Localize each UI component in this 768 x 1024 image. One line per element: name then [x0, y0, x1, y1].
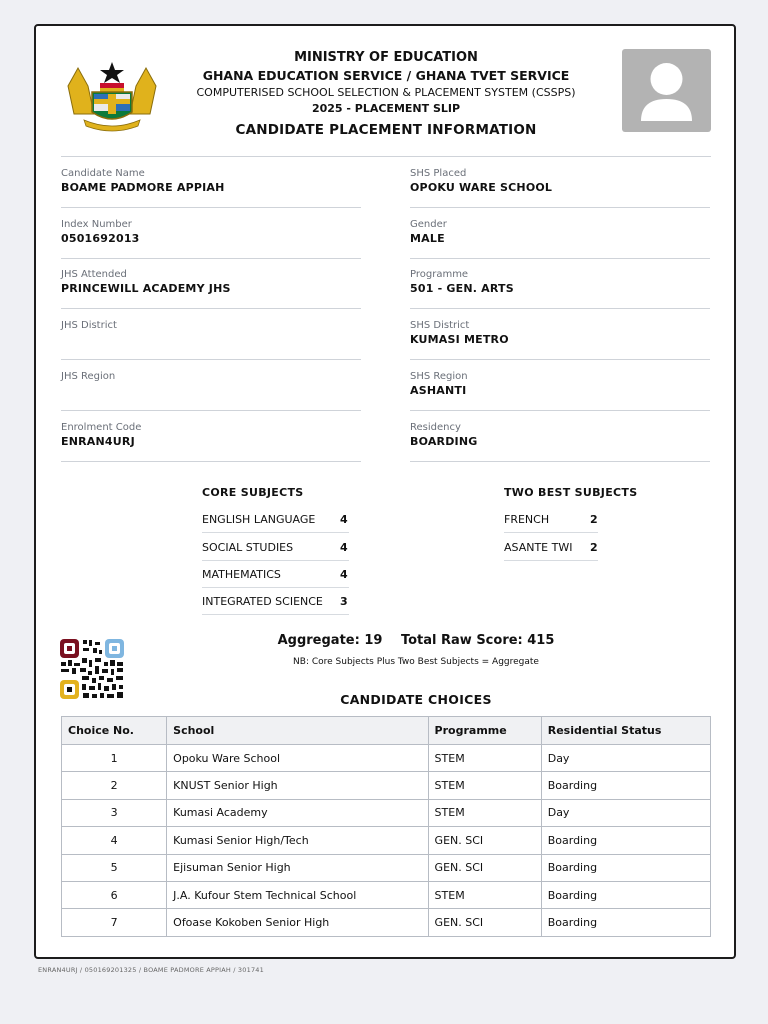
candidate-choices-title: CANDIDATE CHOICES [340, 692, 492, 707]
page-title: CANDIDATE PLACEMENT INFORMATION [235, 122, 537, 138]
field-label: JHS Region [61, 371, 116, 382]
residential-status: Boarding [541, 909, 710, 936]
slip-footer-reference: ENRAN4URJ / 050169201325 / BOAME PADMORE APPIAH / 301741 [38, 966, 264, 974]
school-name: KNUST Senior High [167, 772, 428, 799]
field-label: Residency [410, 422, 461, 433]
choice-number: 2 [62, 772, 167, 799]
field-value: 501 - GEN. ARTS [410, 282, 514, 295]
column-header: Choice No. [62, 717, 167, 745]
field-value: ENRAN4URJ [61, 435, 135, 448]
qr-code [59, 638, 125, 700]
field-value: OPOKU WARE SCHOOL [410, 181, 553, 194]
ministry-heading: MINISTRY OF EDUCATION [294, 50, 478, 65]
field-value: ASHANTI [410, 384, 467, 397]
programme: GEN. SCI [428, 827, 541, 854]
best-subjects-title: TWO BEST SUBJECTS [504, 486, 638, 499]
school-name: Opoku Ware School [167, 745, 428, 772]
table-row [62, 799, 711, 826]
choice-number: 3 [62, 799, 167, 826]
system-heading: COMPUTERISED SCHOOL SELECTION & PLACEMENT SYSTEM (CSSPS) [196, 86, 576, 99]
field-value: BOAME PADMORE APPIAH [61, 181, 225, 194]
table-row [62, 909, 711, 936]
table-row [62, 881, 711, 908]
field-residency [410, 411, 710, 462]
subject-name: FRENCH [504, 513, 550, 526]
placement-slip [34, 24, 736, 959]
choice-number: 6 [62, 881, 167, 908]
subject-name: SOCIAL STUDIES [202, 541, 294, 554]
best-subject-row [504, 534, 598, 561]
core-subject-row [202, 506, 349, 533]
residential-status: Boarding [541, 772, 710, 799]
field-label: JHS Attended [61, 269, 127, 280]
school-name: Kumasi Academy [167, 799, 428, 826]
field-enrolment-code [61, 411, 361, 462]
aggregate-note: NB: Core Subjects Plus Two Best Subjects = Aggregate [293, 657, 539, 667]
field-gender [410, 208, 710, 259]
programme: GEN. SCI [428, 909, 541, 936]
aggregate-score: Aggregate: 19 [277, 633, 383, 648]
core-subjects-title: CORE SUBJECTS [202, 486, 304, 499]
score-summary [236, 633, 596, 648]
field-label: Candidate Name [61, 168, 145, 179]
column-header: Programme [428, 717, 541, 745]
programme: STEM [428, 745, 541, 772]
subject-grade: 2 [590, 541, 598, 554]
field-label: Programme [410, 269, 469, 280]
school-name: Ofoase Kokoben Senior High [167, 909, 428, 936]
programme: STEM [428, 799, 541, 826]
field-value: KUMASI METRO [410, 333, 509, 346]
field-jhs-attended [61, 258, 361, 309]
table-row [62, 745, 711, 772]
field-shs-placed [410, 157, 710, 208]
best-subject-row [504, 506, 598, 533]
field-value: 0501692013 [61, 232, 140, 245]
field-index-number [61, 208, 361, 259]
field-candidate-name [61, 157, 361, 208]
subject-grade: 4 [340, 513, 348, 526]
core-subject-row [202, 561, 349, 588]
user-avatar-icon [622, 49, 711, 132]
total-raw-score: Total Raw Score: 415 [400, 633, 555, 648]
school-name: Kumasi Senior High/Tech [167, 827, 428, 854]
field-shs-region [410, 360, 710, 411]
table-row [62, 772, 711, 799]
field-label: Gender [410, 219, 447, 230]
slip-heading: 2025 - PLACEMENT SLIP [311, 102, 461, 115]
subject-name: MATHEMATICS [202, 568, 281, 581]
field-label: Index Number [61, 219, 132, 230]
core-subject-row [202, 534, 349, 561]
column-header: Residential Status [541, 717, 710, 745]
core-subject-row [202, 588, 349, 615]
field-label: JHS District [61, 320, 117, 331]
subject-grade: 4 [340, 541, 348, 554]
field-label: Enrolment Code [61, 422, 142, 433]
choice-number: 4 [62, 827, 167, 854]
subject-name: INTEGRATED SCIENCE [202, 595, 323, 608]
field-label: SHS Placed [410, 168, 467, 179]
field-jhs-region [61, 360, 361, 411]
subject-name: ASANTE TWI [504, 541, 573, 554]
programme: STEM [428, 772, 541, 799]
residential-status: Day [541, 745, 710, 772]
table-row [62, 854, 711, 881]
table-header-row [62, 717, 711, 745]
table-row [62, 827, 711, 854]
choices-table [61, 716, 711, 937]
subject-name: ENGLISH LANGUAGE [202, 513, 316, 526]
residential-status: Boarding [541, 881, 710, 908]
choice-number: 1 [62, 745, 167, 772]
subject-grade: 3 [340, 595, 348, 608]
residential-status: Day [541, 799, 710, 826]
service-heading: GHANA EDUCATION SERVICE / GHANA TVET SERVICE [202, 68, 570, 83]
column-header: School [167, 717, 428, 745]
candidate-photo-placeholder [622, 49, 711, 132]
residential-status: Boarding [541, 827, 710, 854]
field-programme [410, 258, 710, 309]
choice-number: 7 [62, 909, 167, 936]
programme: STEM [428, 881, 541, 908]
field-jhs-district [61, 309, 361, 360]
subject-grade: 2 [590, 513, 598, 526]
field-value: BOARDING [410, 435, 478, 448]
field-label: SHS District [410, 320, 470, 331]
field-value: MALE [410, 232, 445, 245]
subject-grade: 4 [340, 568, 348, 581]
school-name: Ejisuman Senior High [167, 854, 428, 881]
field-shs-district [410, 309, 710, 360]
school-name: J.A. Kufour Stem Technical School [167, 881, 428, 908]
programme: GEN. SCI [428, 854, 541, 881]
field-label: SHS Region [410, 371, 468, 382]
choice-number: 5 [62, 854, 167, 881]
residential-status: Boarding [541, 854, 710, 881]
field-value: PRINCEWILL ACADEMY JHS [61, 282, 231, 295]
ghana-coat-of-arms-logo [64, 56, 160, 136]
